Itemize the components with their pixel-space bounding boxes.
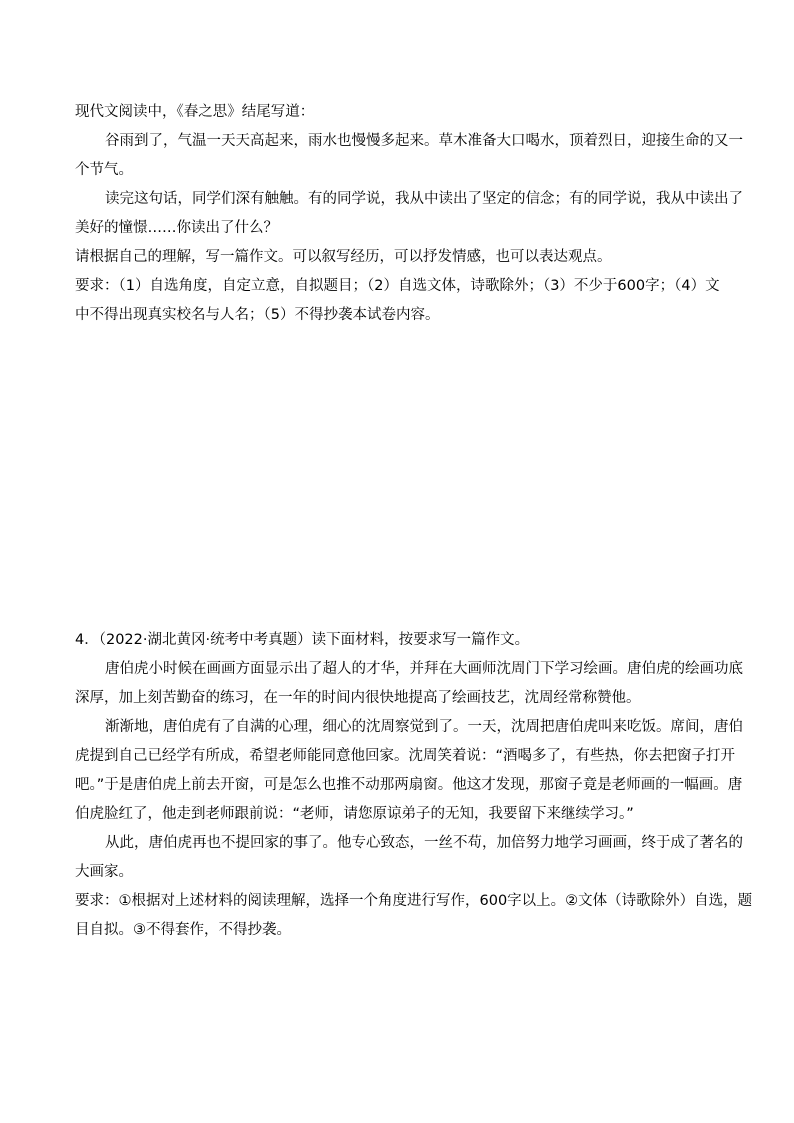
question-4-header: 4．（2022·湖北黄冈·统考中考真题）读下面材料，按要求写一篇作文。 [75, 632, 530, 648]
requirements-line-1: 要求：①根据对上述材料的阅读理解，选择一个角度进行写作，600字以上。②文体（诗歌除外）自选，题 [75, 893, 753, 909]
story-paragraph-2-line-3: 吧。”于是唐伯虎上前去开窗，可是怎么也推不动那两扇窗。他这才发现，那窗子竟是老师画的一幅画。唐 [75, 777, 743, 793]
story-paragraph-2-line-4: 伯虎脸红了，他走到老师跟前说：“老师，请您原谅弟子的无知，我要留下来继续学习。” [75, 806, 634, 822]
story-paragraph-3-line-1: 从此，唐伯虎再也不提回家的事了。他专心致态，一丝不苟，加倍努力地学习画画，终于成了著名的 [105, 835, 743, 851]
prompt-paragraph-line-1: 读完这句话，同学们深有触触。有的同学说，我从中读出了坚定的信念；有的同学说，我从中读出了 [105, 191, 743, 207]
requirements-line-1: 要求：（1）自选角度，自定立意，自拟题目；（2）自选文体，诗歌除外；（3）不少于600字；（4）文 [75, 278, 720, 294]
question-4-block [75, 626, 753, 945]
story-paragraph-1-line-1: 唐伯虎小时候在画画方面显示出了超人的才华，并拜在大画师沈周门下学习绘画。唐伯虎的绘画功底 [105, 661, 743, 677]
story-paragraph-2-line-1: 渐渐地，唐伯虎有了自满的心理，细心的沈周察觉到了。一天，沈周把唐伯虎叫来吃饭。席间，唐伯 [105, 719, 743, 735]
story-paragraph-3-line-2: 大画家。 [75, 864, 133, 880]
story-paragraph-2-line-2: 虎提到自己已经学有所成，希望老师能同意他回家。沈周笑着说：“酒喝多了，有些热，你去把窗子打开 [75, 748, 736, 764]
material-intro: 现代文阅读中，《春之思》结尾写道： [75, 104, 315, 120]
quoted-passage-line-1: 谷雨到了，气温一天天高起来，雨水也慢慢多起来。草木准备大口喝水，顶着烈日，迎接生命的又一 [105, 133, 743, 149]
quoted-passage-line-2: 个节气。 [75, 162, 133, 178]
requirements-line-2: 目自拟。③不得套作，不得抄袭。 [75, 922, 291, 938]
story-paragraph-1-line-2: 深厚，加上刻苦勤奋的练习，在一年的时间内很快地提高了绘画技艺，沈周经常称赞他。 [75, 690, 641, 706]
question-3-block [75, 98, 743, 330]
writing-instruction: 请根据自己的理解，写一篇作文。可以叙写经历，可以抒发情感，也可以表达观点。 [75, 249, 612, 265]
prompt-paragraph-line-2: 美好的憧憬……你读出了什么？ [75, 220, 278, 236]
requirements-line-2: 中不得出现真实校名与人名；（5）不得抄袭本试卷内容。 [75, 307, 440, 323]
